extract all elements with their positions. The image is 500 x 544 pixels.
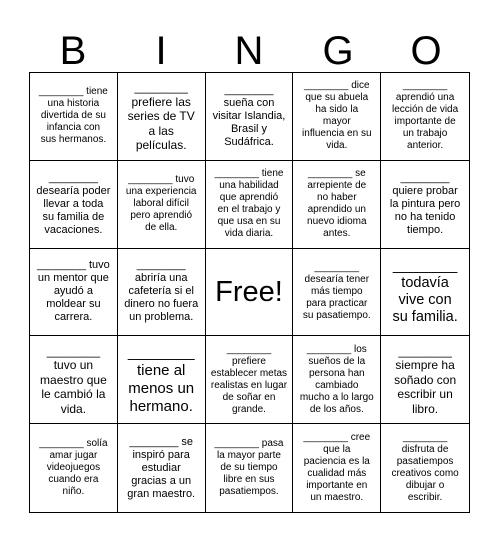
bingo-cell[interactable] [206, 73, 294, 161]
cell-text: ________ desearía poder llevar a toda su familia de vacaciones. [36, 171, 111, 236]
cell-text: ________ prefiere las series de TV a las películas. [127, 80, 195, 153]
cell-text: ________ tuvo un maestro que le cambió la vida. [40, 343, 107, 416]
bingo-cell[interactable] [381, 336, 469, 424]
header-letter-n: N [234, 29, 264, 73]
bingo-cell[interactable] [381, 161, 469, 249]
cell-text: ________ tuvo una experiencia laboral difícil pero aprendió de ella. [125, 174, 197, 234]
bingo-cell[interactable] [293, 249, 381, 337]
bingo-cell[interactable] [206, 424, 294, 512]
cell-text: ________ dice que su abuela ha sido la mayor influencia en su vida. [302, 80, 372, 152]
bingo-cell[interactable] [381, 249, 469, 337]
cell-text: ________ pasa la mayor parte de su tiempo libre en sus pasatiempos. [214, 438, 284, 498]
bingo-cell[interactable] [118, 73, 206, 161]
bingo-cell[interactable] [30, 424, 118, 512]
cell-text: ________ prefiere establecer metas realistas en lugar de soñar en grande. [210, 343, 288, 415]
free-space-text: Free! [215, 275, 283, 308]
bingo-cell[interactable] [30, 73, 118, 161]
cell-text: ________ los sueños de la persona han cambiado mucho a lo largo de los años. [299, 343, 374, 415]
bingo-cell[interactable] [293, 336, 381, 424]
cell-text: ________ tiene una habilidad que aprendió en el trabajo y que usa en su vida diaria. [214, 168, 284, 240]
bingo-cell[interactable] [30, 161, 118, 249]
bingo-grid [29, 72, 470, 513]
cell-text: ________ tiene una historia divertida de su infancia con sus hermanos. [38, 86, 108, 146]
bingo-cell[interactable] [30, 249, 118, 337]
cell-text: ________ siempre ha soñado con escribir un libro. [394, 343, 457, 416]
cell-text: ________ cree que la paciencia es la cualidad más importante en un maestro. [303, 432, 371, 504]
cell-text: ________ tiene al menos un hermano. [127, 343, 195, 415]
cell-text: ________ aprendió una lección de vida importante de un trabajo anterior. [392, 80, 459, 152]
bingo-cell[interactable] [118, 424, 206, 512]
bingo-cell[interactable] [293, 161, 381, 249]
cell-text: ________ se arrepiente de no haber aprendido un nuevo idioma antes. [307, 168, 367, 240]
bingo-cell[interactable] [293, 424, 381, 512]
bingo-header [29, 28, 470, 74]
cell-text: ________ todavía vive con su familia. [392, 257, 458, 325]
bingo-cell[interactable] [118, 249, 206, 337]
cell-text: ________ quiere probar la pintura pero no ha tenido tiempo. [389, 171, 461, 236]
cell-text: ________ sueña con visitar Islandia, Brasil y Sudáfrica. [212, 83, 286, 148]
bingo-cell[interactable] [118, 161, 206, 249]
cell-text: ________ tuvo un mentor que ayudó a moldear su carrera. [37, 259, 110, 324]
bingo-cell[interactable] [206, 161, 294, 249]
header-letter-i: I [155, 29, 167, 73]
cell-text: ________ disfruta de pasatiempos creativos como dibujar o escribir. [391, 432, 459, 504]
cell-text: ________ abriría una cafetería si el dinero no fuera un problema. [124, 259, 199, 324]
bingo-cell[interactable] [293, 73, 381, 161]
bingo-cell[interactable] [206, 336, 294, 424]
free-cell[interactable] [206, 249, 294, 337]
header-letter-o: O [410, 29, 442, 73]
cell-text: ________ desearía tener más tiempo para practicar su pasatiempo. [302, 261, 371, 321]
header-letter-g: G [322, 29, 354, 73]
bingo-cell[interactable] [118, 336, 206, 424]
cell-text: ________ se inspiró para estudiar gracias a un gran maestro. [127, 435, 196, 500]
bingo-cell[interactable] [30, 336, 118, 424]
cell-text: ________ solía amar jugar videojuegos cuando era niño. [39, 438, 108, 498]
header-letter-b: B [59, 29, 87, 73]
bingo-cell[interactable] [381, 73, 469, 161]
bingo-cell[interactable] [381, 424, 469, 512]
